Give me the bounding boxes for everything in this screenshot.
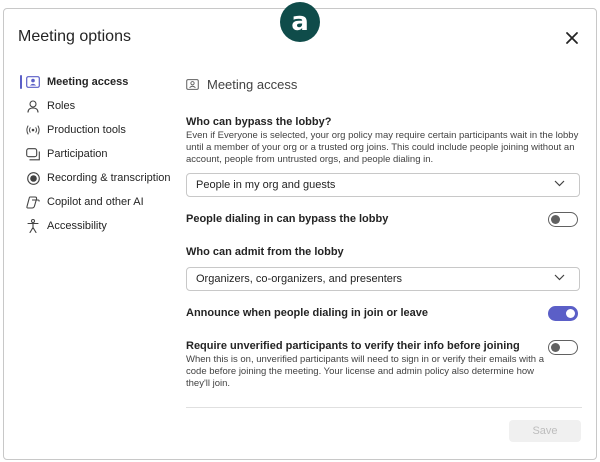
announce-toggle[interactable] [548,306,578,321]
dialin-bypass-label: People dialing in can bypass the lobby [186,213,389,225]
nav-item-roles[interactable] [20,94,180,118]
accessibility-icon [26,219,40,233]
nav-item-copilot-ai[interactable] [20,190,180,214]
nav-item-participation[interactable] [20,142,180,166]
dialin-bypass-toggle[interactable] [548,212,578,227]
nav-label-recording-transcription: Recording & transcription [47,172,171,184]
record-icon [26,171,40,185]
active-indicator [20,75,22,89]
bypass-lobby-block [186,116,582,166]
nav-label-participation: Participation [47,148,108,160]
admit-lobby-dropdown[interactable] [186,267,580,291]
meeting-access-icon [186,79,199,90]
bypass-lobby-value: People in my org and guests [196,179,336,191]
close-button[interactable] [562,28,582,48]
chat-icon [26,147,40,161]
section-title: Meeting access [207,76,298,92]
verify-toggle[interactable] [548,340,578,355]
options-nav [20,70,180,238]
bypass-lobby-description: Even if Everyone is selected, your org policy may require certain participants wait in the lobby until a member of your org or a trusted org joins. This could include people joining without an account, people from untrusted orgs, and people dialing in. [186,130,579,165]
nav-label-roles: Roles [47,100,76,112]
person-icon [26,99,40,113]
nav-label-accessibility: Accessibility [47,220,107,232]
admit-lobby-value: Organizers, co-organizers, and presenters [196,273,403,285]
toggle-knob [566,309,575,318]
bypass-lobby-dropdown[interactable] [186,173,580,197]
nav-label-production-tools: Production tools [47,124,126,136]
broadcast-icon [26,123,40,137]
admit-lobby-label: Who can admit from the lobby [186,246,344,258]
nav-item-production-tools[interactable] [20,118,180,142]
bypass-lobby-label: Who can bypass the lobby? [186,116,332,128]
meeting-access-icon [26,75,40,89]
announce-label: Announce when people dialing in join or leave [186,307,429,319]
toggle-knob [551,215,560,224]
chevron-down-icon [554,274,565,281]
close-icon [565,31,579,45]
toggle-knob [551,343,560,352]
verify-description: When this is on, unverified participants will need to sign in or verify their emails with a code before joining the meeting. Your license and admin policy also determine how they'll join. [186,354,544,389]
footer-divider [186,407,582,408]
nav-item-accessibility[interactable] [20,214,180,238]
section-header [186,70,297,98]
nav-item-meeting-access[interactable] [20,70,180,94]
verify-label: Require unverified participants to verify their info before joining [186,340,520,352]
save-button[interactable]: Save [509,420,581,442]
verify-block [186,340,546,390]
nav-label-copilot-ai: Copilot and other AI [47,196,144,208]
copilot-icon [26,195,40,209]
nav-label-meeting-access: Meeting access [47,76,129,88]
dialog-title: Meeting options [18,28,131,45]
annotation-badge: a [280,2,320,42]
nav-item-recording-transcription[interactable] [20,166,180,190]
chevron-down-icon [554,180,565,187]
